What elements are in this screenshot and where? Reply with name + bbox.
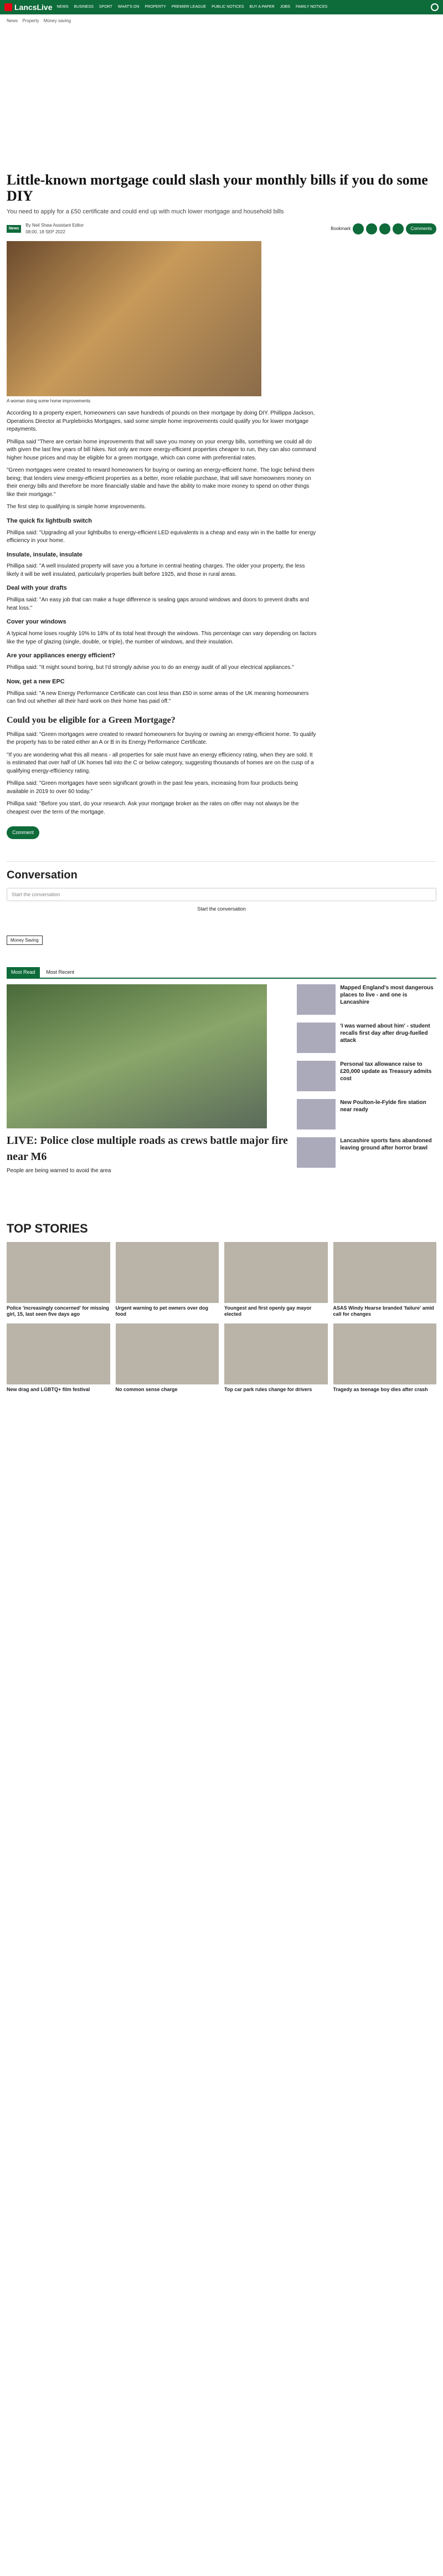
nav-item[interactable]: PROPERTY xyxy=(145,4,166,9)
nav-item[interactable]: WHAT'S ON xyxy=(117,4,140,9)
list-item-title: Personal tax allowance raise to £20,000 update as Treasury admits cost xyxy=(340,1061,432,1082)
story-title: Police 'increasingly concerned' for missing girl, 15, last seen five days ago xyxy=(7,1305,109,1317)
comments-button[interactable]: Comments xyxy=(406,223,436,234)
section-heading: The quick fix lightbulb switch xyxy=(7,517,92,524)
tags xyxy=(7,936,436,945)
news-tabs xyxy=(7,967,436,979)
search-icon[interactable] xyxy=(431,3,439,11)
nav-item[interactable]: NEWS xyxy=(56,4,69,9)
paragraph: Phillipa said: "Upgrading all your lightbulbs to energy-efficient LED equivalents is a cheap and easy win in the battle for energy efficiency in your home. xyxy=(7,529,316,544)
story-image xyxy=(7,1323,110,1384)
story-card[interactable] xyxy=(7,1323,110,1393)
paragraph: A typical home loses roughly 10% to 18% of its total heat through the windows. This percentage can vary depending on factors like the type of glazing (single, double, or triple), the number of windows, and their insulation. xyxy=(7,631,317,645)
article-title: Little-known mortgage could slash your monthly bills if you do some DIY xyxy=(7,171,428,205)
list-item[interactable] xyxy=(297,1023,436,1053)
article-body xyxy=(7,410,436,845)
story-title: New drag and LGBTQ+ film festival xyxy=(7,1386,90,1392)
conversation-title: Conversation xyxy=(7,869,78,882)
top-stories xyxy=(7,1220,436,1393)
author-meta xyxy=(25,222,84,235)
section-heading: Deal with your drafts xyxy=(7,585,67,592)
article-subtitle: You need to apply for a £50 certificate and could end up with much lower mortgage and household bills xyxy=(7,208,284,216)
story-title: No common sense charge xyxy=(115,1386,178,1392)
nav-item[interactable]: FAMILY NOTICES xyxy=(296,4,328,9)
author-name[interactable]: By Neil Shaw Assistant Editor xyxy=(25,223,84,228)
list-item-title: 'I was warned about him' - student recalls first day after drug-fuelled attack xyxy=(340,1023,430,1044)
paragraph: "Green mortgages were created to reward homeowners for buying or owning an energy-efficient home. The logic behind them being; that lenders view energy-efficient properties as a better, more reliable purchase, that will save homeowners money on their energy bills and therefore be more financially stable and have the ability to make more money to spend on other things like their mortgage." xyxy=(7,467,315,498)
list-item[interactable] xyxy=(297,1137,436,1168)
bookmark-button[interactable]: Bookmark xyxy=(331,226,351,232)
story-image xyxy=(116,1242,219,1303)
section-heading: Insulate, insulate, insulate xyxy=(7,551,83,558)
story-image xyxy=(224,1242,328,1303)
story-card[interactable] xyxy=(224,1323,328,1393)
story-title: Urgent warning to pet owners over dog food xyxy=(115,1305,209,1317)
hero-caption: A woman doing some home improvements xyxy=(7,398,91,403)
thumbnail xyxy=(297,1099,336,1129)
nav-item[interactable]: SPORT xyxy=(99,4,112,9)
breadcrumb-item[interactable]: News xyxy=(7,18,18,23)
nav-item[interactable]: PUBLIC NOTICES xyxy=(212,4,244,9)
breadcrumb-item[interactable]: Property xyxy=(22,18,39,23)
story-card[interactable] xyxy=(116,1323,219,1393)
whatsapp-icon[interactable] xyxy=(379,223,390,234)
story-card[interactable] xyxy=(224,1242,328,1318)
list-item-title: Mapped England's most dangerous places to live - and one is Lancashire xyxy=(340,985,434,1006)
section-heading-large: Could you be eligible for a Green Mortgage? xyxy=(7,715,176,725)
list-item-title: New Poulton-le-Fylde fire station near ready xyxy=(340,1100,426,1113)
paragraph: The first step to qualifying is simple home improvements. xyxy=(7,504,146,510)
facebook-icon[interactable] xyxy=(353,223,364,234)
link-icon[interactable] xyxy=(393,223,404,234)
share-bar xyxy=(331,223,436,234)
nav-item[interactable]: JOBS xyxy=(280,4,290,9)
paragraph: "If you are wondering what this all means - all properties for sale must have an energy efficiency rating, when they are sold. It is estimated that over half of UK homes fall into the C or below category, suggesting thousands of homes are on the cusp of a qualifying energy-efficiency rating. xyxy=(7,752,314,774)
story-image xyxy=(116,1323,219,1384)
author-row xyxy=(7,222,436,235)
list-item[interactable] xyxy=(297,984,436,1015)
story-card[interactable] xyxy=(333,1323,437,1393)
thumbnail xyxy=(297,1137,336,1168)
story-image xyxy=(333,1323,437,1384)
story-card[interactable] xyxy=(333,1242,437,1318)
story-title: Top car park rules change for drivers xyxy=(224,1386,312,1392)
logo-mark-icon xyxy=(4,3,12,11)
paragraph: Phillipa said "There are certain home improvements that will save you money on your energy bills, something we could all do with given the last few years of bill hikes. Not only are more energy-efficient properties cheaper to run, they can also command higher house prices and may be eligible for a green mortgage, which can come with preferential rates. xyxy=(7,438,316,461)
hero-image xyxy=(7,241,261,396)
top-bar xyxy=(0,0,443,14)
paragraph: Phillipa said: "A new Energy Performance Certificate can cost less than £50 in some areas of the UK meaning homeowners can find out whether all their hard work on their home has paid off." xyxy=(7,690,309,705)
tab-most-recent[interactable]: Most Recent xyxy=(46,969,75,975)
story-title: Youngest and first openly gay mayor elected xyxy=(224,1305,312,1317)
feature-row xyxy=(7,984,436,1175)
twitter-icon[interactable] xyxy=(366,223,377,234)
news-badge: News xyxy=(7,225,21,233)
feature-title[interactable]: LIVE: Police close multiple roads as crews battle major fire near M6 xyxy=(7,1134,288,1163)
nav-item[interactable]: BUY A PAPER xyxy=(249,4,275,9)
breadcrumb-item[interactable]: Money saving xyxy=(43,18,71,23)
list-item-title: Lancashire sports fans abandoned leaving ground after horror brawl xyxy=(340,1138,432,1152)
side-list xyxy=(297,984,436,1175)
paragraph: According to a property expert, homeowners can save hundreds of pounds on their mortgage by doing DIY. Phillippa Jackson, Operations Director at Purplebricks Mortgages, said some simple home improvements could qualify you for lower mortgage repayments. xyxy=(7,410,315,433)
tab-most-read[interactable]: Most Read xyxy=(7,967,40,978)
conversation-section xyxy=(7,861,436,913)
stories-grid xyxy=(7,1242,436,1393)
story-title: Tragedy as teenage boy dies after crash xyxy=(333,1386,428,1392)
publish-date: 08:00, 18 SEP 2022 xyxy=(25,229,65,234)
story-card[interactable] xyxy=(7,1242,110,1318)
nav-item[interactable]: PREMIER LEAGUE xyxy=(171,4,207,9)
paragraph: Phillipa said: "Before you start, do your research. Ask your mortgage broker as the rates on offer may not always be the cheapest over the term of the mortgage. xyxy=(7,801,299,815)
paragraph: Phillipa said: "It might sound boring, but I'd strongly advise you to do an energy audit of all your electrical appliances." xyxy=(7,665,294,671)
thumbnail xyxy=(297,1023,336,1053)
thumbnail xyxy=(297,1061,336,1091)
breadcrumb xyxy=(0,14,443,28)
start-conversation-button[interactable]: Start the conversation xyxy=(197,906,246,912)
section-heading: Are your appliances energy efficient? xyxy=(7,652,116,660)
story-image xyxy=(7,1242,110,1303)
conversation-input[interactable]: Start the conversation xyxy=(7,888,436,901)
nav-item[interactable]: BUSINESS xyxy=(74,4,94,9)
feature-image[interactable] xyxy=(7,984,267,1128)
section-heading: Now, get a new EPC xyxy=(7,678,65,685)
paragraph: Phillipa said: "Green mortgages have seen significant growth in the past few years, increasing from four products being available in 2019 to over 60 today." xyxy=(7,780,298,795)
main-nav xyxy=(56,4,327,10)
brand-name: LancsLive xyxy=(14,2,53,12)
paragraph: Phillipa said: "Green mortgages were created to reward homeowners for buying or owning an energy-efficient home. To qualify the property has to be rated either an A or B in its Energy Performance Certificate. xyxy=(7,731,316,746)
ad-space xyxy=(0,28,443,172)
story-card[interactable] xyxy=(116,1242,219,1318)
feature-subtitle: People are being warned to avoid the area xyxy=(7,1168,111,1174)
list-item[interactable] xyxy=(297,1061,436,1091)
section-heading: Cover your windows xyxy=(7,619,66,626)
top-stories-title: TOP STORIES xyxy=(7,1221,88,1235)
story-image xyxy=(333,1242,437,1303)
paragraph: Phillipa said: "A well insulated property will save you a fortune in central heating charges. The older your property, the less likely it will be well insulated, particularly properties built before 1925, and those in rural areas. xyxy=(7,563,305,577)
paragraph: Phillipa said: "An easy job that can make a huge difference is sealing gaps around windows and doors to prevent drafts and heat loss." xyxy=(7,597,309,611)
tag[interactable]: Money Saving xyxy=(7,936,43,945)
brand-logo[interactable] xyxy=(4,2,52,13)
list-item[interactable] xyxy=(297,1099,436,1129)
comment-button[interactable]: Comment xyxy=(7,826,39,839)
story-image xyxy=(224,1323,328,1384)
news-section xyxy=(7,967,436,1175)
thumbnail xyxy=(297,984,336,1015)
story-title: ASAS Windy Hearse branded 'failure' amid call for changes xyxy=(333,1305,434,1317)
